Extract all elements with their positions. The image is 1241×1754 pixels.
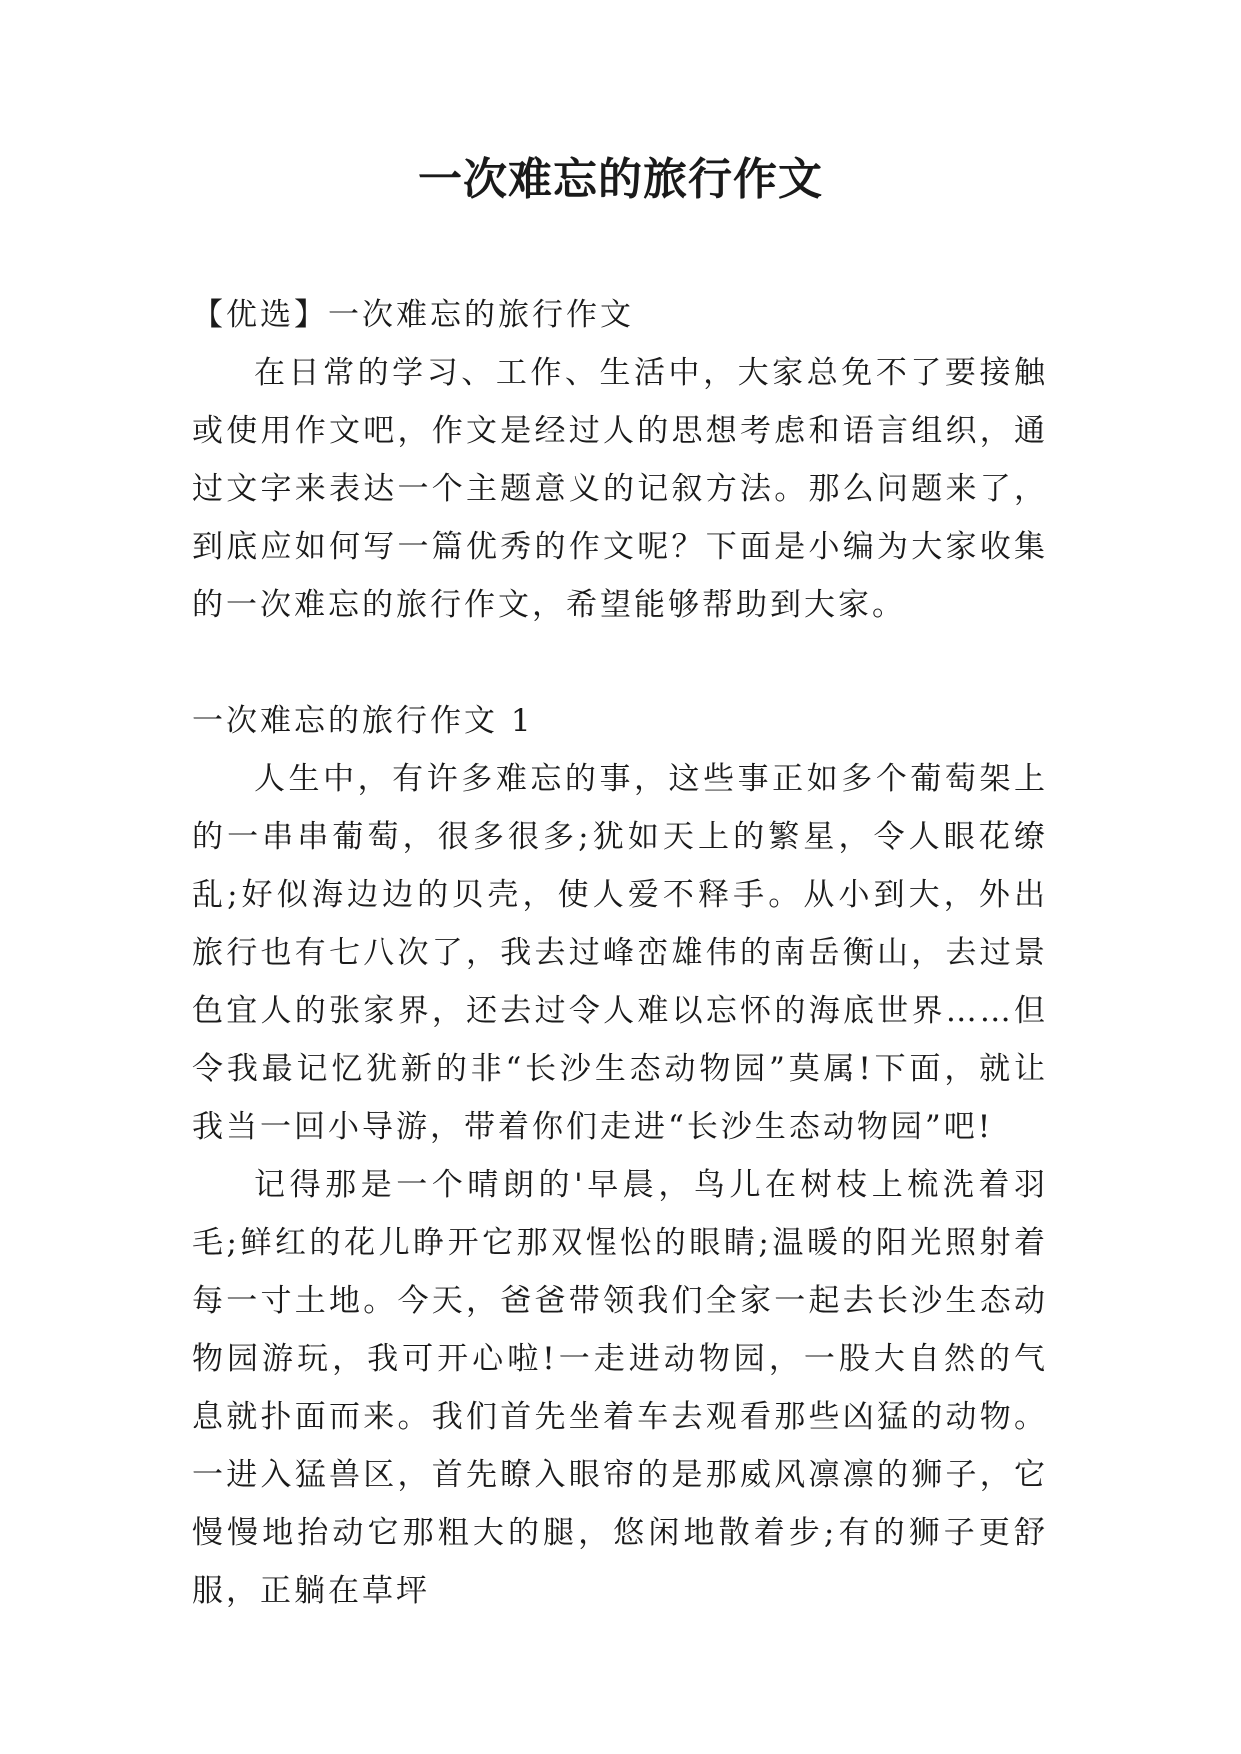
section-spacer	[192, 634, 1048, 692]
document-subtitle: 【优选】一次难忘的旅行作文	[192, 297, 634, 333]
intro-paragraph: 在日常的学习、工作、生活中，大家总免不了要接触或使用作文吧，作文是经过人的思想考虑和语言组织，通过文字来表达一个主题意义的记叙方法。那么问题来了，到底应如何写一篇优秀的作文呢？下面是小编为大家收集的一次难忘的旅行作文，希望能够帮助到大家。	[192, 355, 1048, 623]
section-heading: 一次难忘的旅行作文 1	[192, 703, 534, 739]
body-paragraph: 记得那是一个晴朗的'早晨，鸟儿在树枝上梳洗着羽毛;鲜红的花儿睁开它那双惺忪的眼睛;温暖的阳光照射着每一寸土地。今天，爸爸带领我们全家一起去长沙生态动物园游玩，我可开心啦!一走进动物园，一股大自然的气息就扑面而来。我们首先坐着车去观看那些凶猛的动物。一进入猛兽区，首先瞭入眼帘的是那威风凛凛的狮子，它慢慢地抬动它那粗大的腿，悠闲地散着步;有的狮子更舒服，正躺在草坪	[192, 1167, 1048, 1609]
body-paragraph: 人生中，有许多难忘的事，这些事正如多个葡萄架上的一串串葡萄，很多很多;犹如天上的繁星，令人眼花缭乱;好似海边边的贝壳，使人爱不释手。从小到大，外出旅行也有七八次了，我去过峰峦雄伟的南岳衡山，去过景色宜人的张家界，还去过令人难以忘怀的海底世界……但令我最记忆犹新的非“长沙生态动物园”莫属!下面，就让我当一回小导游，带着你们走进“长沙生态动物园”吧!	[192, 761, 1048, 1145]
document-title: 一次难忘的旅行作文	[418, 154, 823, 205]
document-body	[192, 286, 1048, 1620]
